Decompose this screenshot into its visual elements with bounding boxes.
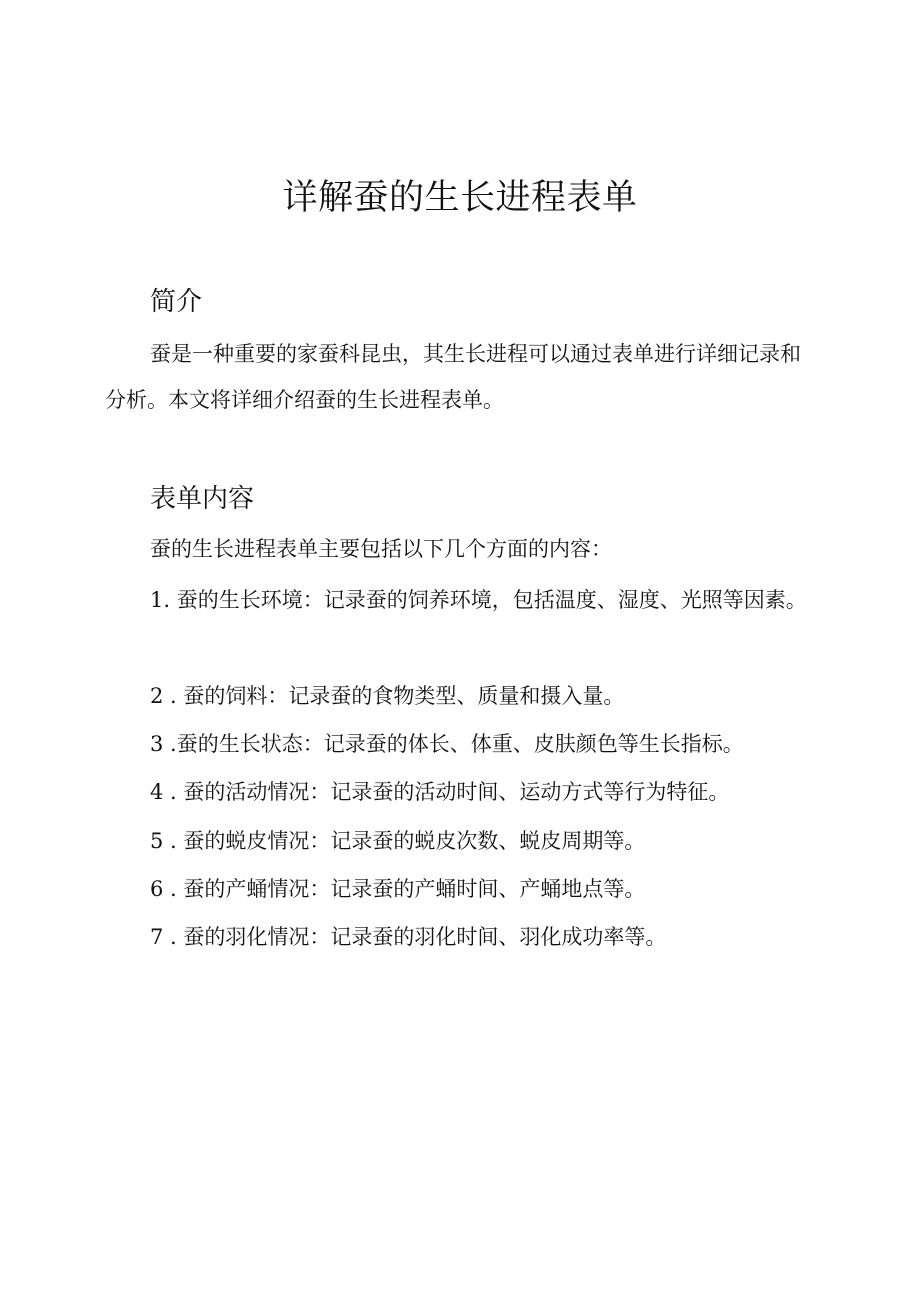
- list-item: 2 . 蚕的饲料：记录蚕的食物类型、质量和摄入量。: [150, 684, 625, 708]
- list-item: 7 . 蚕的羽化情况：记录蚕的羽化时间、羽化成功率等。: [150, 925, 667, 949]
- section-heading-intro: 简介: [150, 287, 203, 317]
- list-item: 4 . 蚕的活动情况：记录蚕的活动时间、运动方式等行为特征。: [150, 780, 730, 804]
- form-content-intro: 蚕的生长进程表单主要包括以下几个方面的内容：: [150, 537, 612, 561]
- page-title: 详解蚕的生长进程表单: [282, 178, 638, 218]
- intro-paragraph: 蚕是一种重要的家蚕科昆虫，其生长进程可以通过表单进行详细记录和分析。本文将详细介绍蚕的生长进程表单。: [105, 342, 801, 412]
- list-item: 1. 蚕的生长环境：记录蚕的饲养环境，包括温度、湿度、光照等因素。: [150, 588, 807, 612]
- list-item: 5 . 蚕的蜕皮情况：记录蚕的蜕皮次数、蜕皮周期等。: [150, 829, 646, 853]
- list-item: 6 . 蚕的产蛹情况：记录蚕的产蛹时间、产蛹地点等。: [150, 877, 646, 901]
- section-heading-form-content: 表单内容: [150, 484, 255, 514]
- list-item: 3 .蚕的生长状态：记录蚕的体长、体重、皮肤颜色等生长指标。: [150, 732, 744, 756]
